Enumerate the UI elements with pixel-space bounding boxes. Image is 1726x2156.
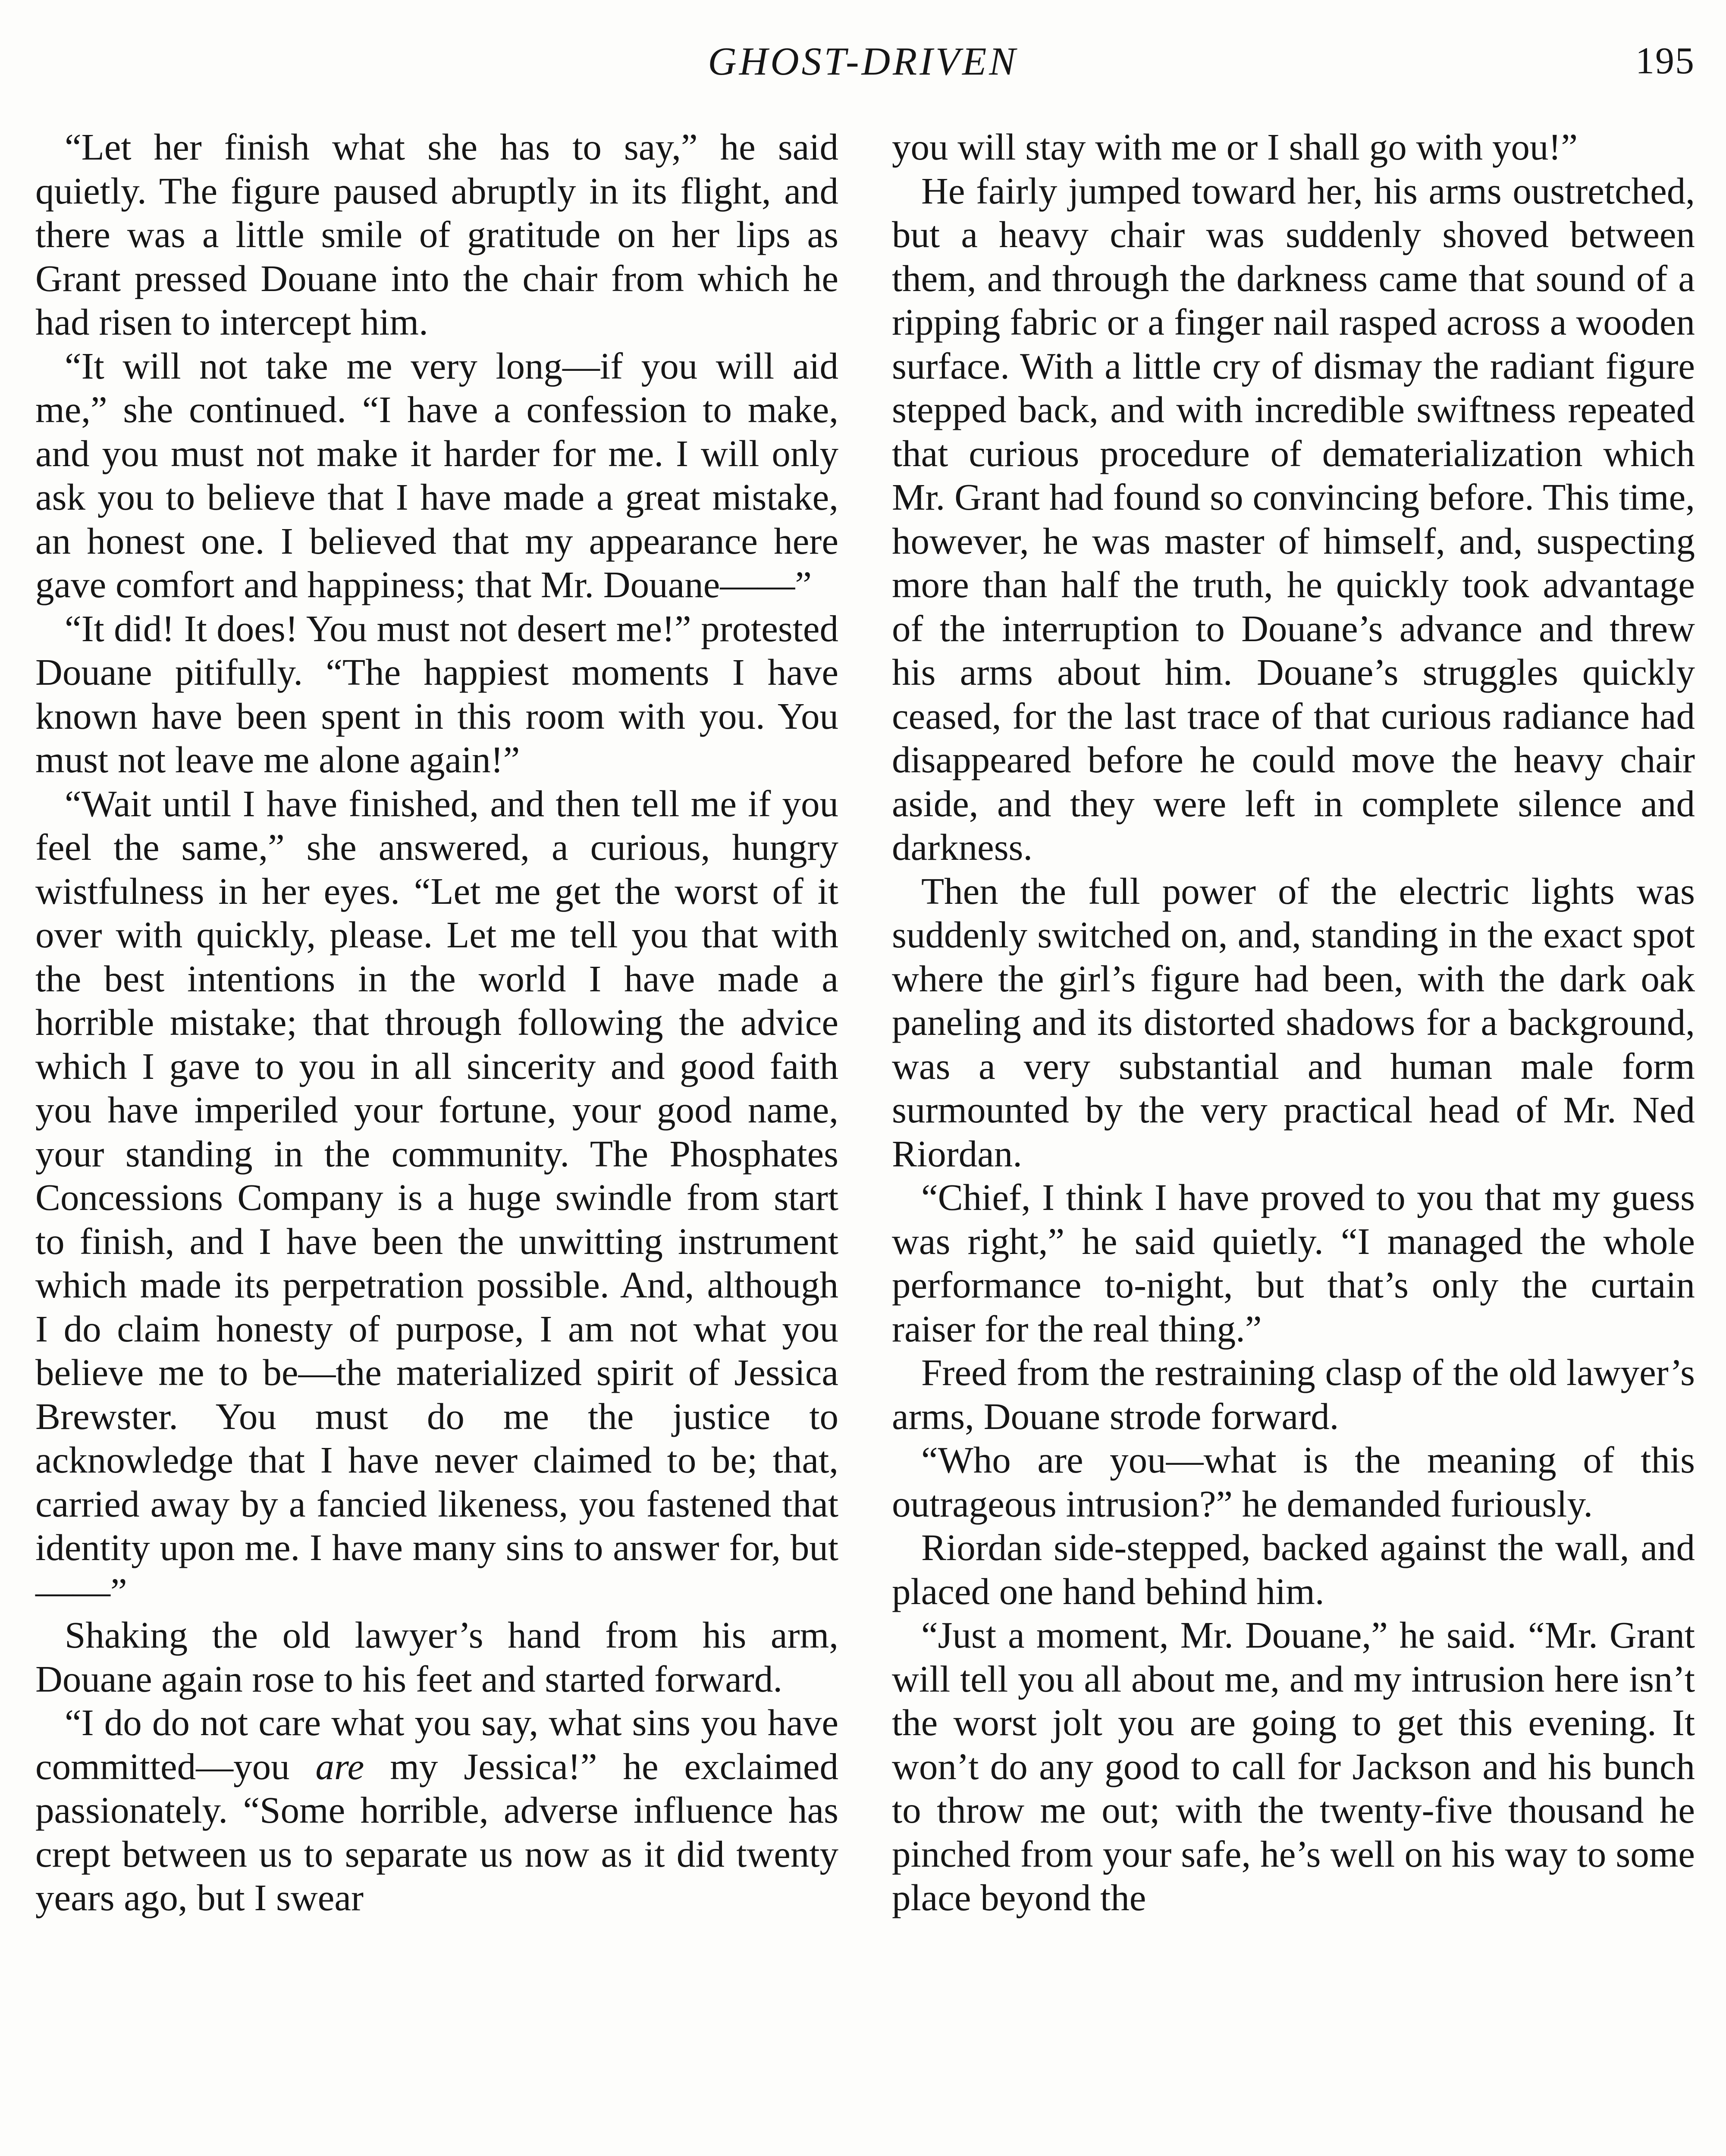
paragraph: “Let her finish what she has to say,” he said quietly. The figure paused abruptly in its flight, and there was a little smile of gratitude on her lips as Grant pressed Douane into the chair from which he had risen to intercept him. xyxy=(35,126,838,343)
paragraph: Then the full power of the electric lights was suddenly switched on, and, standing in the exact spot where the girl’s figure had been, with the dark oak paneling and its distorted shadows for a background, was a very substantial and human male form surmounted by the very practical head of Mr. Ned Riordan. xyxy=(892,870,1695,1175)
paragraph: Riordan side-stepped, backed against the wall, and placed one hand behind him. xyxy=(892,1526,1695,1612)
paragraph: “It did! It does! You must not desert me!” protested Douane pitifully. “The happiest moments I have known have been spent in this room with you. You must not leave me alone again!” xyxy=(35,607,838,780)
paragraph: “Chief, I think I have proved to you that my guess was right,” he said quietly. “I managed the whole performance to-night, but that’s only the curtain raiser for the real thing.” xyxy=(892,1176,1695,1350)
right-column xyxy=(892,125,1695,1920)
paragraph: “Who are you—what is the meaning of this outrageous intrusion?” he demanded furiously. xyxy=(892,1439,1695,1525)
emphasis: are xyxy=(315,1745,364,1787)
paragraph-continuation: you will stay with me or I shall go with you!” xyxy=(892,126,1578,168)
text-run: “I do do not care what you say, what sins you have committed—you xyxy=(35,1702,838,1787)
page-number: 195 xyxy=(1635,40,1695,82)
running-title: GHOST-DRIVEN xyxy=(708,39,1018,83)
paragraph: He fairly jumped toward her, his arms oustretched, but a heavy chair was suddenly shoved between them, and through the darkness came that sound of a ripping fabric or a finger nail rasped across a wooden surface. With a little cry of dismay the radiant figure stepped back, and with incredible swiftness repeated that curious procedure of dematerialization which Mr. Grant had found so convincing before. This time, however, he was master of himself, and, suspecting more than half the truth, he quickly took advantage of the interruption to Douane’s advance and threw his arms about him. Douane’s struggles quickly ceased, for the last trace of that curious radiance had disappeared before he could move the heavy chair aside, and they were left in complete silence and darkness. xyxy=(892,169,1695,868)
running-head xyxy=(0,35,1726,87)
left-column xyxy=(35,125,838,1920)
paragraph: Freed from the restraining clasp of the old lawyer’s arms, Douane strode forward. xyxy=(892,1351,1695,1437)
paragraph xyxy=(35,1701,838,1920)
paragraph: Shaking the old lawyer’s hand from his arm, Douane again rose to his feet and started forward. xyxy=(35,1614,838,1700)
paragraph: “Just a moment, Mr. Douane,” he said. “Mr. Grant will tell you all about me, and my intrusion here isn’t the worst jolt you are going to get this evening. It won’t do any good to call for Jackson and his bunch to throw me out; with the twenty-five thousand he pinched from your safe, he’s well on his way to some place beyond the xyxy=(892,1614,1695,1918)
paragraph: “It will not take me very long—if you will aid me,” she continued. “I have a confession to make, and you must not make it harder for me. I will only ask you to believe that I have made a great mistake, an honest one. I believed that my appearance here gave comfort and happiness; that Mr. Douane——” xyxy=(35,345,838,605)
paragraph: “Wait until I have finished, and then tell me if you feel the same,” she answered, a curious, hungry wistfulness in her eyes. “Let me get the worst of it over with quickly, please. Let me tell you that with the best intentions in the world I have made a horrible mistake; that through following the advice which I gave to you in all sincerity and good faith you have imperiled your fortune, your good name, your standing in the community. The Phosphates Concessions Company is a huge swindle from start to finish, and I have been the unwitting instrument which made its perpetration possible. And, although I do claim honesty of purpose, I am not what you believe me to be—the materialized spirit of Jessica Brewster. You must do me the justice to acknowledge that I have never claimed to be; that, carried away by a fancied likeness, you fastened that identity upon me. I have many sins to answer for, but——” xyxy=(35,782,838,1612)
text-run: my Jessica!” he exclaimed passionately. “Some horrible, adverse influence has crept between us to separate us now as it did twenty years ago, but I swear xyxy=(35,1745,838,1918)
